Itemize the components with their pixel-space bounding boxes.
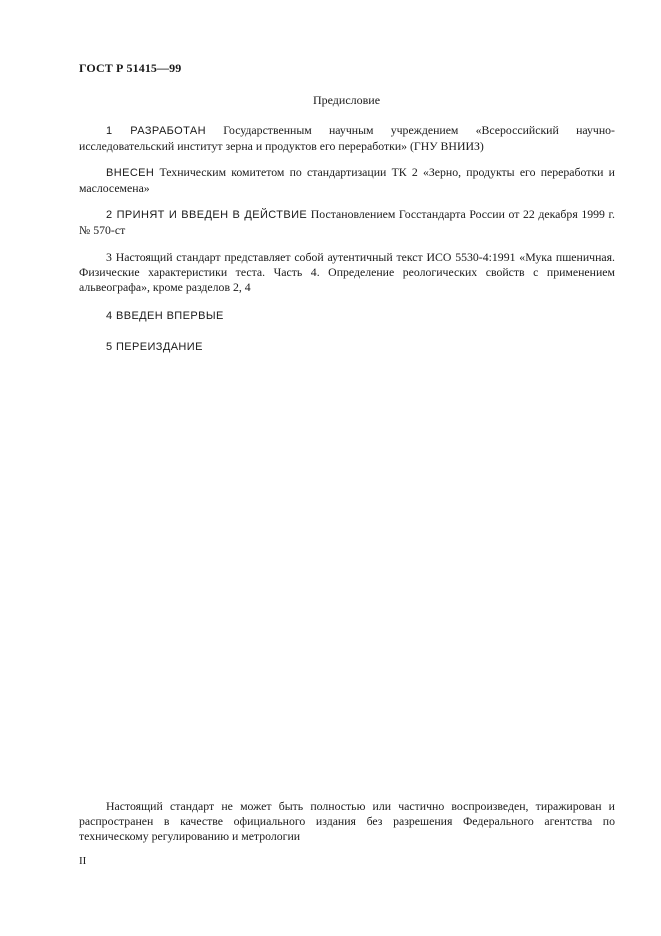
item-lead: 2 ПРИНЯТ И ВВЕДЕН В ДЕЙСТВИЕ [106,209,308,221]
foreword-item-reissue [79,339,615,355]
item-lead: ВНЕСЕН [106,167,155,179]
item-lead: 5 ПЕРЕИЗДАНИЕ [106,341,203,353]
item-lead: 3 [106,250,112,264]
page-number: II [79,855,87,867]
foreword-title: Предисловие [312,93,381,107]
item-text: Постановлением Госстандарта России от 22 декабря 1999 г. № 570-ст [79,207,615,237]
item-text: Государственным научным учреждением «Всероссийский научно-исследовательский институт зерна и продуктов его переработки» (ГНУ ВНИИЗ) [79,123,615,153]
copyright-notice: Настоящий стандарт не может быть полностью или частично воспроизведен, тиражирован и распространен в качестве официального издания без разрешения Федерального агентства по техническому регулированию и метрологии [79,799,615,843]
foreword-item-developed [79,123,615,154]
item-lead: 1 РАЗРАБОТАН [106,125,206,137]
document-code: ГОСТ Р 51415—99 [79,61,182,75]
foreword-item-first-introduced [79,308,615,324]
item-text: Техническим комитетом по стандартизации ТК 2 «Зерно, продукты его переработки и маслосемена» [79,165,615,195]
foreword-item-iso-reference [79,250,615,295]
item-text: Настоящий стандарт представляет собой аутентичный текст ИСО 5530-4:1991 «Мука пшеничная. Физические характеристики теста. Часть 4. Определение реологических свойств с применением альвеографа», кроме разделов 2, 4 [79,250,615,294]
foreword-item-adopted [79,207,615,238]
item-lead: 4 ВВЕДЕН ВПЕРВЫЕ [106,310,224,322]
foreword-item-introduced [79,165,615,196]
